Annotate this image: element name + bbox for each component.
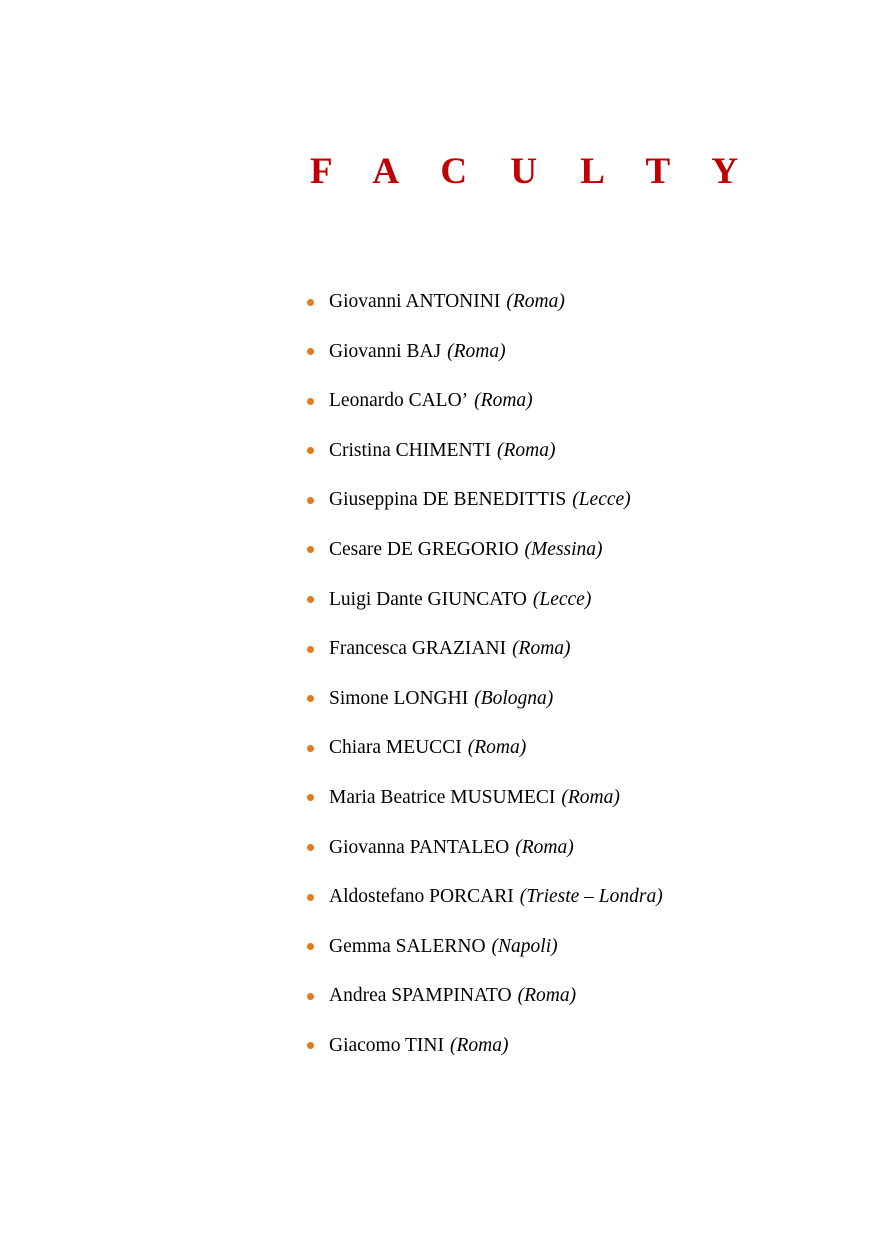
faculty-item	[305, 338, 663, 388]
faculty-city: (Lecce)	[572, 489, 631, 511]
bullet-icon	[307, 1042, 314, 1049]
faculty-city: (Roma)	[474, 390, 533, 412]
faculty-city: (Napoli)	[491, 935, 558, 957]
faculty-name: Gemma SALERNO	[329, 935, 486, 957]
faculty-city: (Lecce)	[532, 588, 592, 610]
bullet-icon	[307, 844, 314, 851]
faculty-item	[305, 486, 663, 536]
faculty-city: (Roma)	[449, 1034, 509, 1056]
faculty-name: Luigi Dante GIUNCATO	[329, 588, 527, 610]
faculty-item	[305, 784, 663, 834]
faculty-city: (Roma)	[515, 836, 574, 858]
faculty-item	[305, 834, 663, 884]
faculty-list	[305, 288, 663, 1082]
faculty-city: (Roma)	[517, 985, 577, 1007]
faculty-name: Aldostefano PORCARI	[329, 886, 514, 908]
faculty-name: Giuseppina DE BENEDITTIS	[329, 489, 567, 511]
faculty-name: Cristina CHIMENTI	[329, 439, 491, 461]
bullet-icon	[307, 695, 314, 702]
faculty-item	[305, 536, 663, 586]
bullet-icon	[307, 745, 314, 752]
faculty-city: (Roma)	[512, 638, 571, 660]
faculty-city: (Roma)	[506, 291, 565, 312]
bullet-icon	[307, 546, 314, 553]
faculty-city: (Roma)	[447, 340, 506, 362]
faculty-city: (Messina)	[524, 538, 603, 560]
faculty-city: (Roma)	[496, 439, 556, 461]
faculty-name: Andrea SPAMPINATO	[329, 985, 512, 1007]
bullet-icon	[307, 447, 314, 454]
faculty-name: Leonardo CALO’	[329, 390, 469, 412]
faculty-item	[305, 387, 663, 437]
faculty-name: Chiara MEUCCI	[329, 737, 462, 759]
faculty-item	[305, 635, 663, 685]
faculty-item	[305, 982, 663, 1032]
bullet-icon	[307, 299, 314, 306]
faculty-name: Maria Beatrice MUSUMECI	[329, 786, 556, 808]
faculty-item	[305, 586, 663, 636]
faculty-name: Giovanni BAJ	[329, 340, 442, 362]
faculty-name: Giovanni ANTONINI	[329, 291, 501, 312]
faculty-item	[305, 685, 663, 735]
faculty-name: Cesare DE GREGORIO	[329, 538, 519, 560]
bullet-icon	[307, 348, 314, 355]
faculty-city: (Bologna)	[474, 687, 554, 709]
faculty-item	[305, 1032, 663, 1082]
bullet-icon	[307, 596, 314, 603]
bullet-icon	[307, 943, 314, 950]
faculty-item	[305, 437, 663, 487]
faculty-city: (Trieste – Londra)	[519, 886, 663, 908]
faculty-item	[305, 883, 663, 933]
bullet-icon	[307, 646, 314, 653]
faculty-item	[305, 933, 663, 983]
bullet-icon	[307, 398, 314, 405]
page-title: F A C U L T Y	[310, 151, 756, 192]
bullet-icon	[307, 894, 314, 901]
faculty-city: (Roma)	[467, 737, 527, 759]
bullet-icon	[307, 794, 314, 801]
bullet-icon	[307, 497, 314, 504]
faculty-name: Francesca GRAZIANI	[329, 638, 507, 660]
faculty-city: (Roma)	[561, 786, 620, 808]
bullet-icon	[307, 993, 314, 1000]
faculty-name: Giacomo TINI	[329, 1034, 444, 1056]
faculty-item	[305, 288, 663, 338]
faculty-name: Simone LONGHI	[329, 687, 469, 709]
faculty-item	[305, 734, 663, 784]
faculty-name: Giovanna PANTALEO	[329, 836, 510, 858]
